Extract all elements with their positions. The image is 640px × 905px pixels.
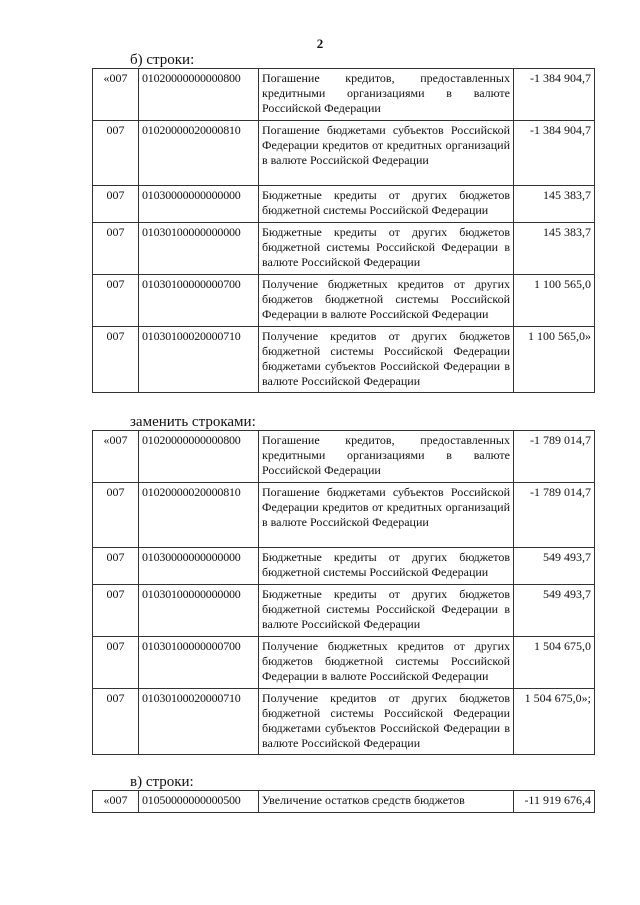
- row-kbk: 01030100020000710: [139, 689, 259, 755]
- table-row: [93, 791, 595, 813]
- table-row: [93, 689, 595, 755]
- row-code: 007: [93, 186, 139, 223]
- page-number: 2: [316, 36, 324, 51]
- section-heading-v: в) строки:: [130, 774, 194, 790]
- row-amount: 145 383,7: [514, 186, 595, 223]
- row-code: 007: [93, 327, 139, 393]
- row-code: 007: [93, 585, 139, 637]
- row-code: 007: [93, 275, 139, 327]
- row-code: «007: [93, 791, 139, 813]
- row-name: Бюджетные кредиты от других бюджетов бюджетной системы Российской Федерации в валюте Российской Федерации: [259, 223, 514, 275]
- row-name: Погашение бюджетами субъектов Российской Федерации кредитов от кредитных организаций в валюте Российской Федерации: [259, 121, 514, 186]
- row-kbk: 01030100000000000: [139, 223, 259, 275]
- row-kbk: 01030000000000000: [139, 548, 259, 585]
- section-heading-replace: заменить строками:: [130, 414, 256, 430]
- row-amount: -1 384 904,7: [514, 69, 595, 121]
- row-code: 007: [93, 689, 139, 755]
- row-code: 007: [93, 637, 139, 689]
- row-name: Погашение кредитов, предоставленных кредитными организациями в валюте Российской Федерации: [259, 69, 514, 121]
- row-name: Погашение бюджетами субъектов Российской Федерации кредитов от кредитных организаций в валюте Российской Федерации: [259, 483, 514, 548]
- row-code: 007: [93, 121, 139, 186]
- row-name: Получение кредитов от других бюджетов бюджетной системы Российской Федерации бюджетами субъектов Российской Федерации в валюте Российской Федерации: [259, 327, 514, 393]
- table-row: [93, 69, 595, 121]
- table-row: [93, 275, 595, 327]
- row-amount: -1 789 014,7: [514, 431, 595, 483]
- row-amount: 1 504 675,0: [514, 637, 595, 689]
- row-name: Получение бюджетных кредитов от других бюджетов бюджетной системы Российской Федерации в валюте Российской Федерации: [259, 275, 514, 327]
- table-section-replace: [92, 430, 595, 755]
- table-row: [93, 223, 595, 275]
- row-amount: 549 493,7: [514, 585, 595, 637]
- section-heading-b: б) строки:: [130, 52, 195, 68]
- row-amount: -1 384 904,7: [514, 121, 595, 186]
- table-row: [93, 548, 595, 585]
- row-amount: -11 919 676,4: [514, 791, 595, 813]
- row-name: Погашение кредитов, предоставленных кредитными организациями в валюте Российской Федерации: [259, 431, 514, 483]
- row-amount: 1 504 675,0»;: [514, 689, 595, 755]
- row-kbk: 01030100000000700: [139, 637, 259, 689]
- row-code: «007: [93, 431, 139, 483]
- table-row: [93, 585, 595, 637]
- row-kbk: 01030100000000700: [139, 275, 259, 327]
- table-section-b: [92, 68, 595, 393]
- row-kbk: 01050000000000500: [139, 791, 259, 813]
- table-row: [93, 186, 595, 223]
- row-kbk: 01030000000000000: [139, 186, 259, 223]
- row-code: «007: [93, 69, 139, 121]
- row-kbk: 01020000020000810: [139, 121, 259, 186]
- row-name: Увеличение остатков средств бюджетов: [259, 791, 514, 813]
- row-code: 007: [93, 548, 139, 585]
- row-amount: 145 383,7: [514, 223, 595, 275]
- table-row: [93, 431, 595, 483]
- row-amount: 1 100 565,0: [514, 275, 595, 327]
- table-row: [93, 121, 595, 186]
- row-amount: -1 789 014,7: [514, 483, 595, 548]
- row-name: Бюджетные кредиты от других бюджетов бюджетной системы Российской Федерации в валюте Российской Федерации: [259, 585, 514, 637]
- table-row: [93, 637, 595, 689]
- row-amount: 1 100 565,0»: [514, 327, 595, 393]
- row-kbk: 01020000020000810: [139, 483, 259, 548]
- table-section-v: [92, 790, 595, 813]
- table-row: [93, 327, 595, 393]
- row-kbk: 01020000000000800: [139, 431, 259, 483]
- row-name: Бюджетные кредиты от других бюджетов бюджетной системы Российской Федерации: [259, 186, 514, 223]
- table-row: [93, 483, 595, 548]
- row-name: Получение кредитов от других бюджетов бюджетной системы Российской Федерации бюджетами субъектов Российской Федерации в валюте Российской Федерации: [259, 689, 514, 755]
- row-amount: 549 493,7: [514, 548, 595, 585]
- row-code: 007: [93, 223, 139, 275]
- row-kbk: 01020000000000800: [139, 69, 259, 121]
- row-name: Получение бюджетных кредитов от других бюджетов бюджетной системы Российской Федерации в валюте Российской Федерации: [259, 637, 514, 689]
- row-kbk: 01030100020000710: [139, 327, 259, 393]
- row-code: 007: [93, 483, 139, 548]
- row-name: Бюджетные кредиты от других бюджетов бюджетной системы Российской Федерации: [259, 548, 514, 585]
- row-kbk: 01030100000000000: [139, 585, 259, 637]
